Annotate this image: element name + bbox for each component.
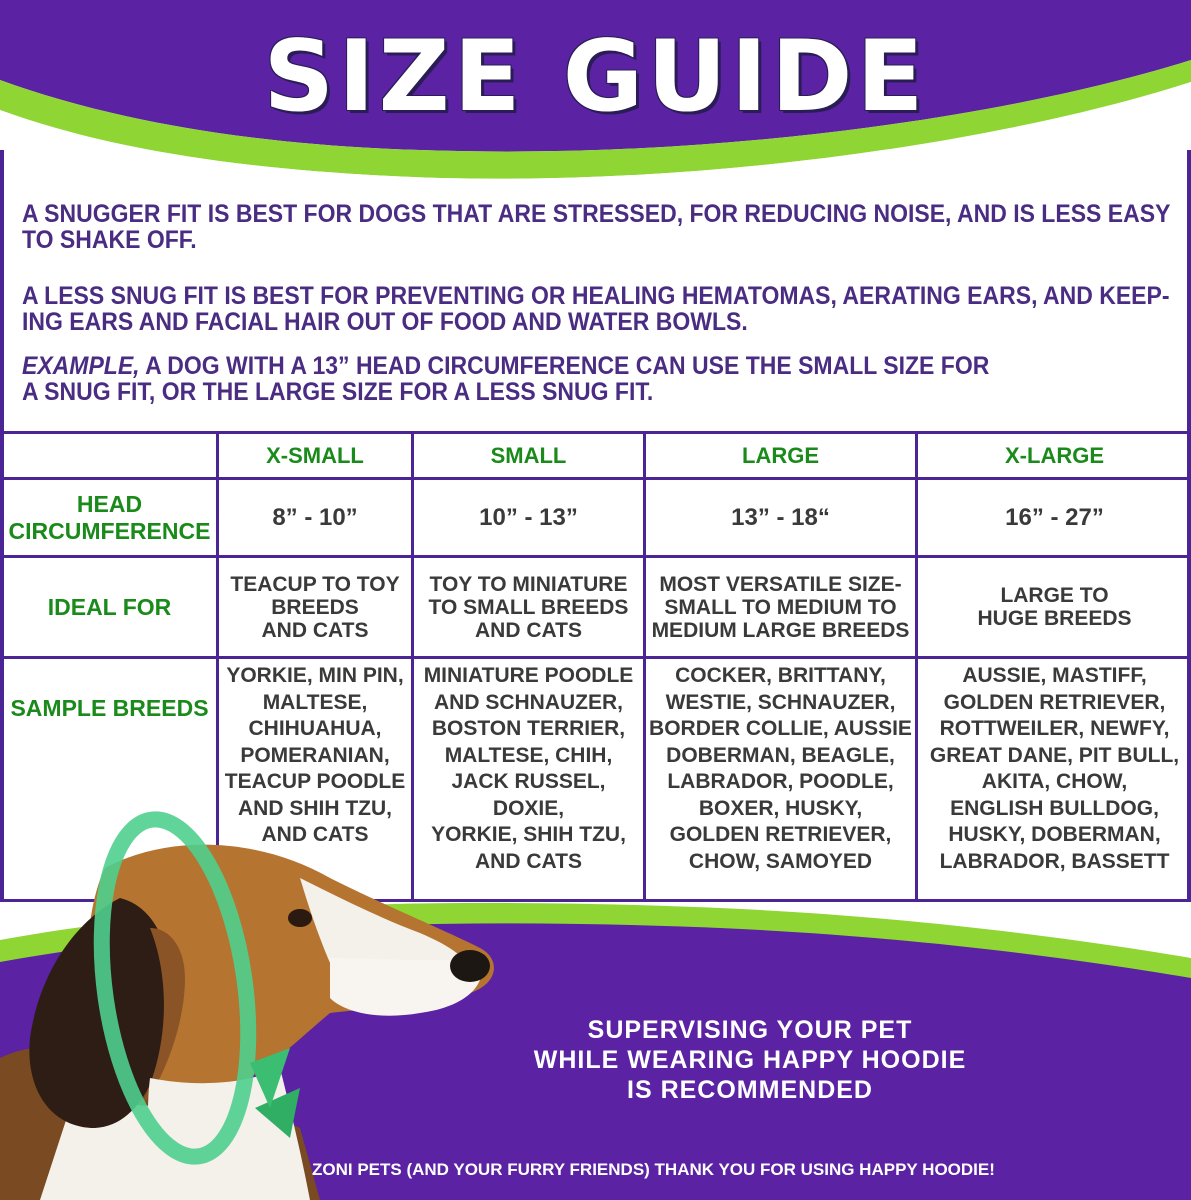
table-corner-cell [2,433,218,479]
row-label-head-circumference [2,479,218,557]
table-header-row [2,433,1191,479]
row-label-head-line-2: CIRCUMFERENCE [8,517,211,544]
head-circumference-x-large: 16” - 27” [917,479,1191,557]
row-label-ideal-for: IDEAL FOR [2,557,218,658]
ideal-for-small: TOY TO MINIATURE TO SMALL BREEDS AND CATS [413,557,645,658]
page-title: SIZE GUIDE [263,20,928,134]
supervision-notice [470,1015,1030,1105]
row-label-head-line-1: HEAD [76,490,143,517]
intro-paragraph-2-line-2: ING EARS AND FACIAL HAIR OUT OF FOOD AND WATER BOWLS. [22,308,748,336]
sample-breeds-large: COCKER, BRITTANY, WESTIE, SCHNAUZER, BORDER COLLIE, AUSSIE DOBERMAN, BEAGLE, LABRADOR, POODLE, BOXER, HUSKY, GOLDEN RETRIEVER, CHOW, SAMOYED [645,658,917,901]
intro-paragraph-1-line-2: TO SHAKE OFF. [22,226,197,254]
sample-breeds-small: MINIATURE POODLE AND SCHNAUZER, BOSTON TERRIER, MALTESE, CHIH, JACK RUSSEL, DOXIE, YORKIE, SHIH TZU, AND CATS [413,658,645,901]
example-label: EXAMPLE, [22,352,140,380]
intro-paragraph-2-line-1: A LESS SNUG FIT IS BEST FOR PREVENTING OR HEALING HEMATOMAS, AERATING EARS, AND KEEP- [22,282,1170,310]
sample-breeds-x-large: AUSSIE, MASTIFF, GOLDEN RETRIEVER, ROTTWEILER, NEWFY, GREAT DANE, PIT BULL, AKITA, CHOW, ENGLISH BULLDOG, HUSKY, DOBERMAN, LABRADOR, BASSETT [917,658,1191,901]
size-header-x-small: X-SMALL [218,433,413,479]
size-header-x-large: X-LARGE [917,433,1191,479]
supervision-notice-line-1: SUPERVISING YOUR PET [587,1016,913,1044]
ideal-for-x-small: TEACUP TO TOY BREEDS AND CATS [218,557,413,658]
supervision-notice-line-2: WHILE WEARING HAPPY HOODIE [533,1046,967,1074]
head-circumference-x-small: 8” - 10” [218,479,413,557]
intro-paragraph-1-line-1: A SNUGGER FIT IS BEST FOR DOGS THAT ARE STRESSED, FOR REDUCING NOISE, AND IS LESS EASY [22,200,1171,228]
row-label-sample-breeds: SAMPLE BREEDS [2,658,218,901]
ideal-for-x-large: LARGE TO HUGE BREEDS [917,557,1191,658]
thank-you-footer: ZONI PETS (AND YOUR FURRY FRIENDS) THANK YOU FOR USING HAPPY HOODIE! [312,1160,995,1179]
head-circumference-large: 13” - 18“ [645,479,917,557]
intro-paragraph-3-line-2: A SNUG FIT, OR THE LARGE SIZE FOR A LESS SNUG FIT. [22,378,654,406]
example-text: A DOG WITH A 13” HEAD CIRCUMFERENCE CAN USE THE SMALL SIZE FOR [139,352,990,380]
ideal-for-large: MOST VERSATILE SIZE- SMALL TO MEDIUM TO MEDIUM LARGE BREEDS [645,557,917,658]
intro-paragraph-3-line-1 [22,353,1080,379]
table-row-ideal-for [2,557,1191,658]
beagle-dog-illustration [0,808,520,1200]
head-circumference-small: 10” - 13” [413,479,645,557]
sample-breeds-x-small: YORKIE, MIN PIN, MALTESE, CHIHUAHUA, POMERANIAN, TEACUP POODLE AND SHIH TZU, AND CATS [218,658,413,901]
table-row-head-circumference [2,479,1191,557]
size-header-large: LARGE [645,433,917,479]
supervision-notice-line-3: IS RECOMMENDED [627,1076,873,1104]
size-header-small: SMALL [413,433,645,479]
